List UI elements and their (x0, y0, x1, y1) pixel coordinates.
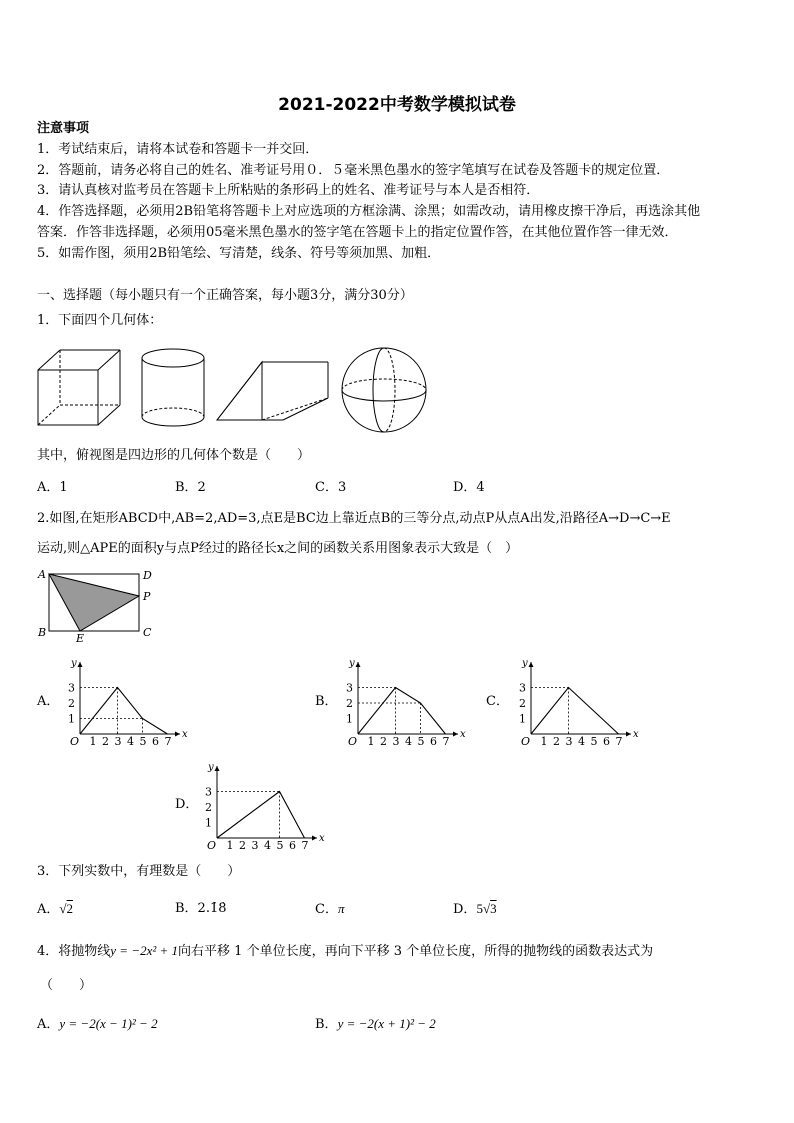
x-tick-label: 2 (102, 735, 109, 748)
q4-stem: 4．将抛物线y = −2x² + 1向右平移 1 个单位长度，再向下平移 3 个单位长度，所得的抛物线的函数表达式为 (37, 943, 654, 959)
y-tick-label: 2 (519, 697, 526, 710)
x-tick-label: 5 (139, 735, 147, 748)
y-tick-label: 3 (519, 681, 526, 695)
q1-option-c: C．3 (315, 480, 347, 495)
point-label-p: P (143, 590, 151, 603)
x-tick-label: 3 (565, 735, 573, 748)
cylinder-shape (142, 349, 204, 426)
notice-item: 1．考试结束后，请将本试卷和答题卡一并交回． (37, 142, 319, 157)
triangle-ape (49, 574, 139, 631)
y-axis-label: y (71, 658, 77, 669)
x-tick-label: 2 (239, 839, 246, 852)
y-tick-label: 3 (68, 681, 75, 695)
y-tick-label: 2 (205, 801, 212, 814)
q2-graph-b (340, 656, 470, 746)
notice-item: 5．如需作图，须用2B铅笔绘、写清楚，线条、符号等须加黑、加粗． (37, 246, 441, 261)
y-arrow-icon (78, 662, 83, 667)
q2-graph-c (513, 656, 643, 746)
notice-item: 4．作答选择题，必须用2B铅笔将答题卡上对应选项的方框涂满、涂黑；如需改动，请用橡皮擦干净后，再选涂其他 (37, 204, 701, 219)
y-arrow-icon (215, 766, 220, 771)
x-tick-label: 3 (251, 839, 259, 852)
x-axis-label: x (633, 729, 639, 740)
x-tick-label: 2 (380, 735, 387, 748)
exam-title: 2021-2022中考数学模拟试卷 (278, 95, 516, 115)
y-tick-label: 1 (205, 816, 212, 830)
x-tick-label: 1 (367, 735, 375, 748)
x-tick-label: 4 (578, 735, 585, 748)
q2-graph-a (62, 656, 192, 746)
origin-label: O (521, 735, 531, 748)
q2-rectangle-figure (36, 566, 166, 646)
x-tick-label: 2 (553, 735, 560, 748)
y-tick-label: 1 (346, 712, 353, 726)
point-label-d: D (143, 569, 152, 582)
x-tick-label: 5 (417, 735, 425, 748)
origin-label: O (207, 839, 217, 852)
x-tick-label: 1 (226, 839, 234, 852)
notice-item: 2．答题前，请务必将自己的姓名、准考证号用０．５毫米黑色墨水的签字笔填写在试卷及答题卡的规定位置． (37, 163, 670, 178)
function-curve (80, 688, 168, 735)
x-axis-label: x (460, 729, 466, 740)
q1-question: 其中，俯视图是四边形的几何体个数是（ ） (37, 448, 311, 463)
y-axis-label: y (522, 658, 528, 669)
x-tick-label: 7 (301, 839, 309, 852)
x-tick-label: 6 (289, 839, 296, 852)
notice-item: 答案．作答非选择题，必须用05毫米黑色墨水的签字笔在答题卡上的指定位置作答，在其他位置作答一律无效． (37, 225, 678, 240)
y-arrow-icon (529, 662, 534, 667)
y-tick-label: 3 (205, 785, 212, 799)
q4-paren: （ ） (40, 978, 93, 993)
x-tick-label: 3 (114, 735, 122, 748)
section-heading: 一、选择题（每小题只有一个正确答案，每小题3分，满分30分） (37, 288, 413, 303)
notice-item: 3．请认真核对监考员在答题卡上所粘贴的条形码上的姓名、准考证号与本人是否相符． (37, 183, 540, 198)
x-arrow-icon (626, 732, 631, 737)
x-tick-label: 4 (264, 839, 271, 852)
notice-heading: 注意事项 (37, 121, 90, 136)
q3-option-a: A．√2 (37, 901, 74, 917)
x-arrow-icon (175, 732, 180, 737)
q3-option-b: B．2.1̇8̇ (175, 901, 227, 916)
x-tick-label: 1 (89, 735, 97, 748)
q1-option-b: B．2 (175, 480, 206, 495)
x-tick-label: 4 (127, 735, 134, 748)
y-tick-label: 2 (346, 697, 353, 710)
function-curve (217, 792, 305, 839)
q3-stem: 3．下列实数中，有理数是（ ） (37, 864, 241, 879)
q2-graph-d (199, 760, 329, 850)
cube-shape (38, 350, 120, 425)
origin-label: O (70, 735, 80, 748)
q2-option-c-label: C． (486, 694, 509, 709)
y-tick-label: 1 (519, 712, 526, 726)
q1-option-d: D．4 (453, 480, 485, 495)
q3-option-d: D．5√3 (453, 901, 497, 917)
y-axis-label: y (349, 658, 355, 669)
x-tick-label: 7 (164, 735, 172, 748)
point-label-b: B (38, 626, 47, 639)
point-label-a: A (38, 568, 46, 581)
q2-stem-line2: 运动,则△APE的面积y与点P经过的路径长x之间的函数关系用图象表示大致是（ ） (37, 541, 519, 556)
q1-option-a: A．1 (37, 480, 68, 495)
y-axis-label: y (208, 762, 214, 773)
q2-stem-line1: 2.如图,在矩形ABCD中,AB=2,AD=3,点E是BC边上靠近点B的三等分点,动点P从点A出发,沿路径A→D→C→E (37, 511, 671, 526)
q4-option-a: A．y = −2(x − 1)² − 2 (37, 1016, 158, 1032)
x-tick-label: 6 (430, 735, 437, 748)
q1-stem: 1．下面四个几何体： (37, 313, 163, 328)
x-tick-label: 3 (392, 735, 400, 748)
x-arrow-icon (453, 732, 458, 737)
x-tick-label: 5 (590, 735, 598, 748)
y-tick-label: 1 (68, 712, 75, 726)
q4-formula: y = −2x² + 1 (110, 943, 179, 958)
q3-option-c: C．π (315, 901, 345, 917)
x-arrow-icon (312, 836, 317, 841)
x-tick-label: 6 (152, 735, 159, 748)
y-tick-label: 2 (68, 697, 75, 710)
x-tick-label: 7 (442, 735, 450, 748)
q4-option-b: B．y = −2(x + 1)² − 2 (315, 1016, 436, 1032)
function-curve (531, 688, 619, 735)
x-tick-label: 7 (615, 735, 623, 748)
x-tick-label: 4 (405, 735, 412, 748)
y-tick-label: 3 (346, 681, 353, 695)
sphere-shape (342, 348, 426, 432)
x-axis-label: x (182, 729, 188, 740)
q2-option-b-label: B． (315, 694, 338, 709)
x-tick-label: 6 (603, 735, 610, 748)
q1-solids-figure (30, 340, 450, 440)
x-tick-label: 1 (540, 735, 548, 748)
function-curve (358, 688, 446, 735)
prism-shape (217, 362, 328, 420)
x-axis-label: x (319, 833, 325, 844)
y-arrow-icon (356, 662, 361, 667)
origin-label: O (348, 735, 358, 748)
q2-option-a-label: A． (37, 694, 60, 709)
point-label-e: E (76, 632, 85, 645)
point-label-c: C (143, 626, 152, 639)
q2-option-d-label: D． (175, 797, 199, 812)
x-tick-label: 5 (276, 839, 284, 852)
